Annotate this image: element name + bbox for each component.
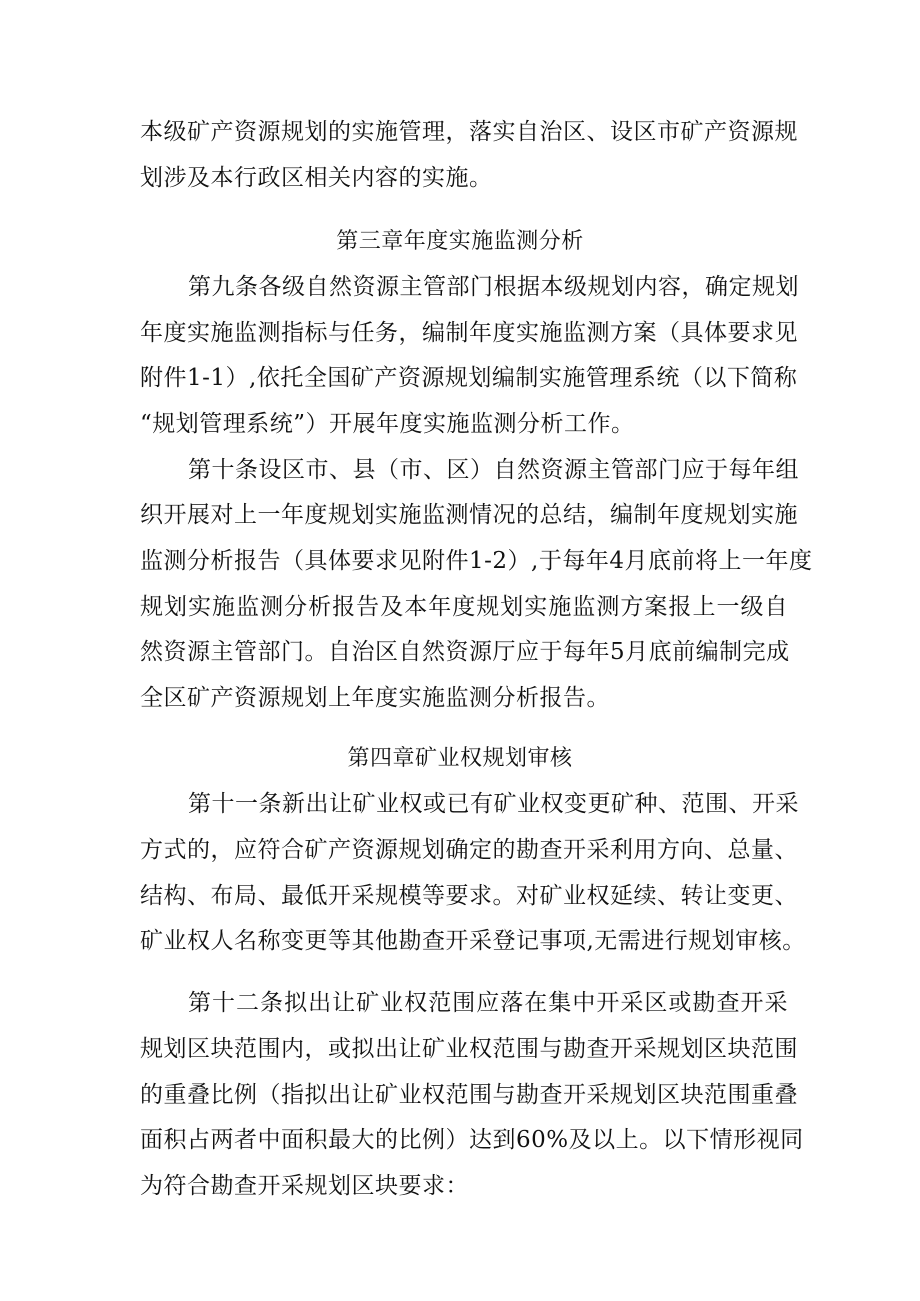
- paragraph-line: 面积占两者中面积最大的比例）达到60%及以上。以下情形视同: [140, 1127, 804, 1153]
- chapter-heading-3: 第三章年度实施监测分析: [336, 229, 584, 254]
- paragraph-line: 附件1-1）,依托全国矿产资源规划编制实施管理系统（以下简称: [140, 365, 798, 391]
- paragraph-line: 为符合勘查开采规划区块要求：: [140, 1173, 469, 1199]
- paragraph-line: 规划实施监测分析报告及本年度规划实施监测方案报上一级自: [140, 594, 788, 620]
- paragraph-line: 监测分析报告（具体要求见附件1-2）,于每年4月底前将上一年度: [140, 548, 813, 574]
- paragraph-line: 第十一条新出让矿业权或已有矿业权变更矿种、范围、开采: [188, 791, 799, 817]
- paragraph-line: 然资源主管部门。自治区自然资源厅应于每年5月底前编制完成: [140, 639, 790, 665]
- paragraph-line: “规划管理系统”）开展年度实施监测分析工作。: [140, 411, 635, 437]
- paragraph-line: 矿业权人名称变更等其他勘查开采登记事项,无需进行规划审核。: [140, 928, 806, 954]
- paragraph-line: 本级矿产资源规划的实施管理，落实自治区、设区市矿产资源规: [140, 119, 798, 145]
- paragraph-line: 织开展对上一年度规划实施监测情况的总结，编制年度规划实施: [140, 502, 798, 528]
- paragraph-line: 第十二条拟出让矿业权范围应落在集中开采区或勘查开采: [188, 990, 788, 1016]
- paragraph-line: 第十条设区市、县（市、区）自然资源主管部门应于每年组: [188, 457, 799, 483]
- paragraph-line: 划涉及本行政区相关内容的实施。: [140, 165, 493, 191]
- paragraph-line: 第九条各级自然资源主管部门根据本级规划内容，确定规划: [188, 274, 799, 300]
- paragraph-line: 全区矿产资源规划上年度实施监测分析报告。: [140, 685, 610, 711]
- paragraph-line: 结构、布局、最低开采规模等要求。对矿业权延续、转让变更、: [140, 883, 798, 909]
- paragraph-line: 的重叠比例（指拟出让矿业权范围与勘查开采规划区块范围重叠: [140, 1082, 798, 1108]
- paragraph-line: 方式的，应符合矿产资源规划确定的勘查开采利用方向、总量、: [140, 837, 798, 863]
- paragraph-line: 规划区块范围内，或拟出让矿业权范围与勘查开采规划区块范围: [140, 1036, 798, 1062]
- chapter-heading-4: 第四章矿业权规划审核: [347, 746, 573, 771]
- paragraph-line: 年度实施监测指标与任务，编制年度实施监测方案（具体要求见: [140, 320, 798, 346]
